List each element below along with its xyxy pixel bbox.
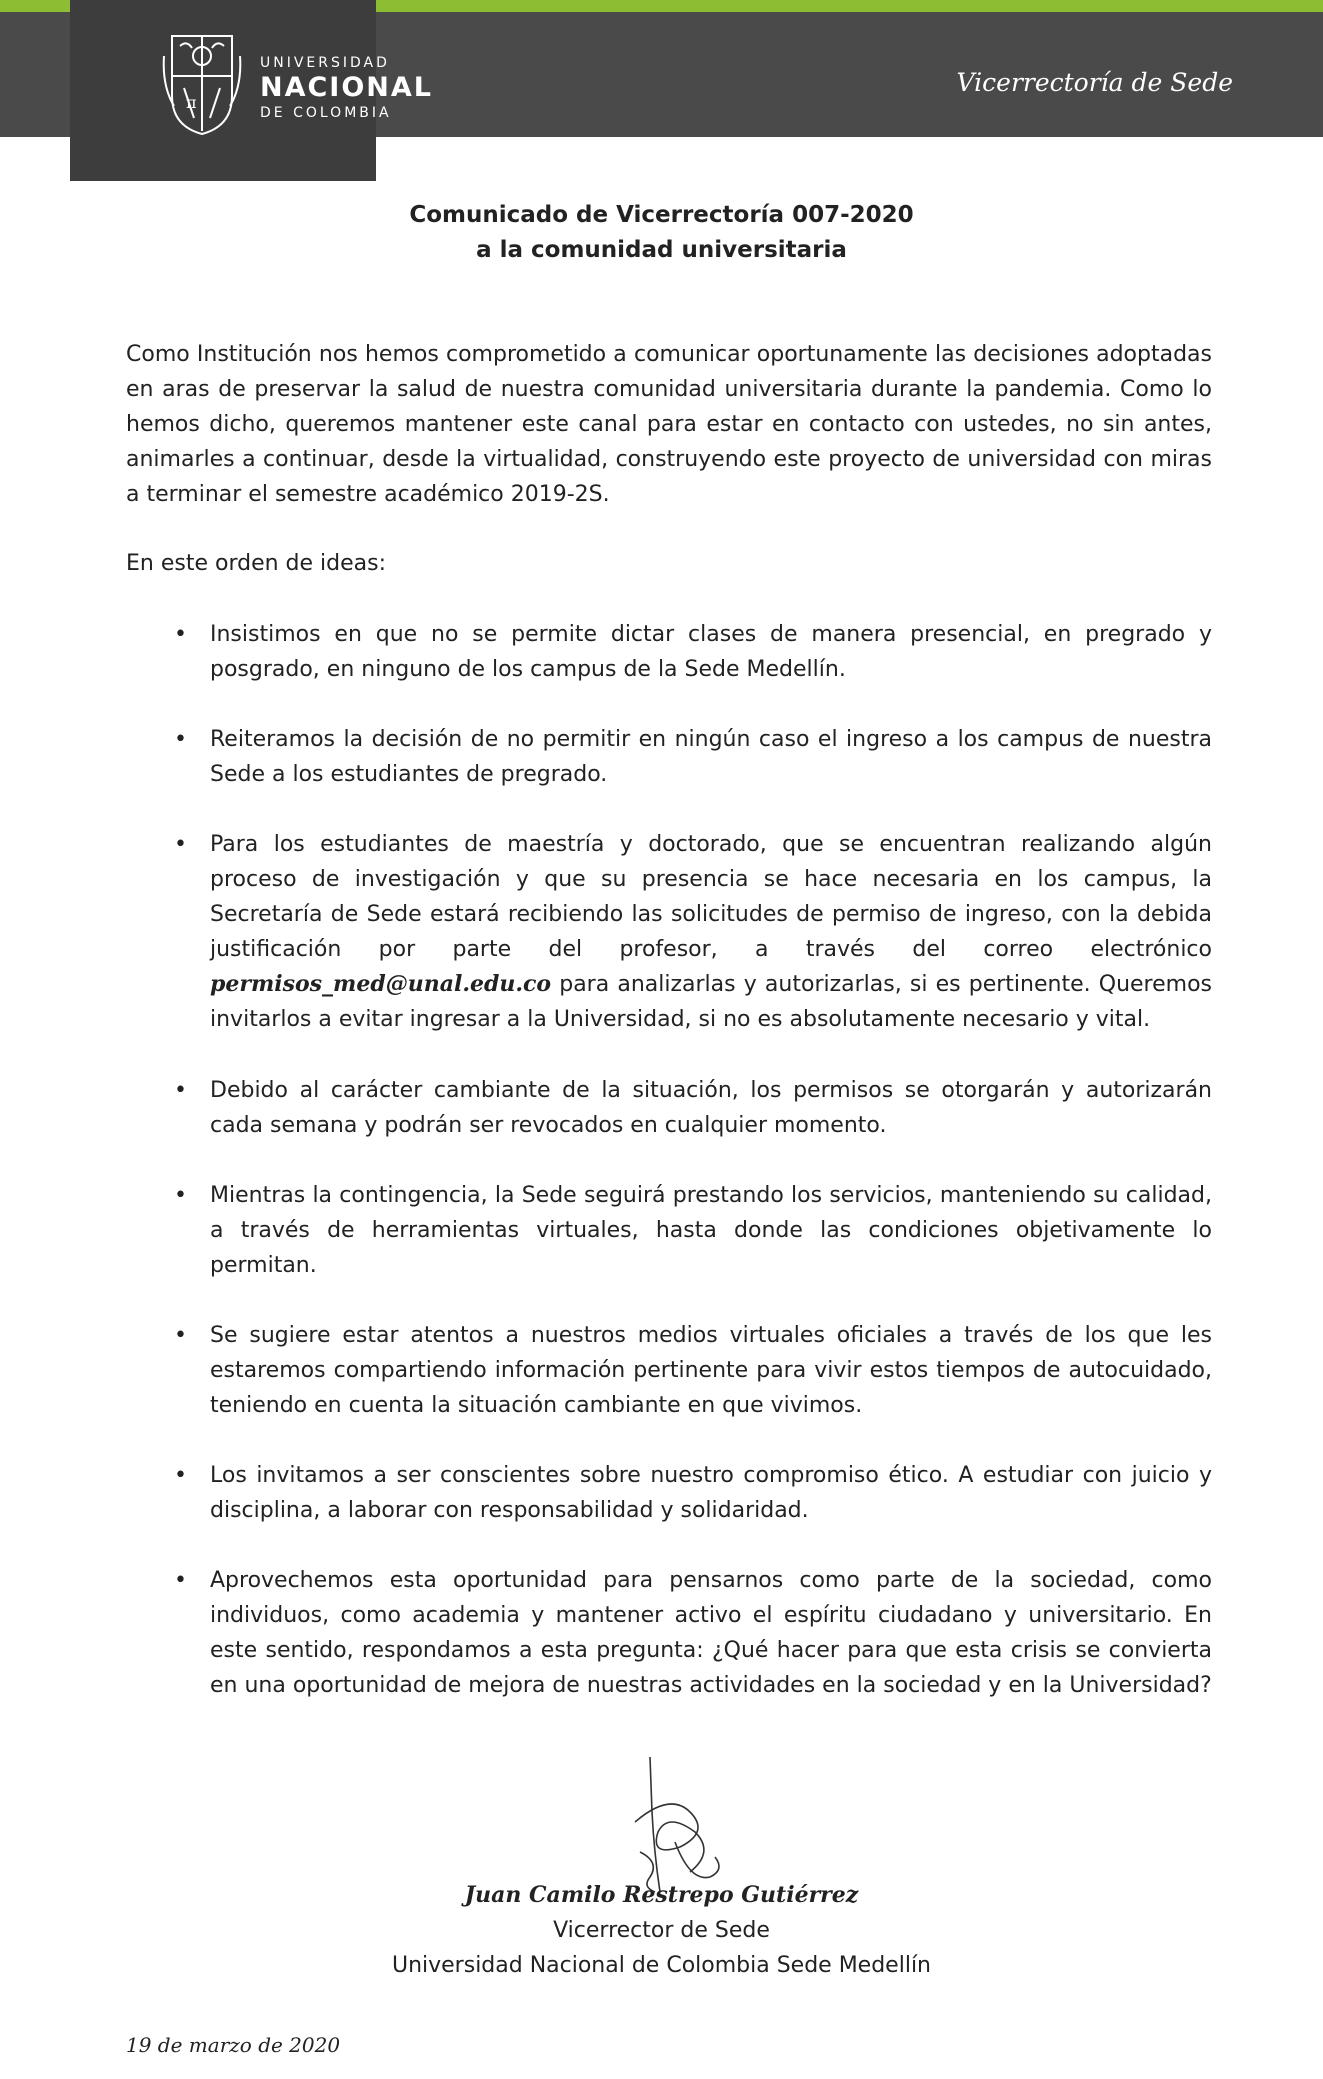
permissions-email-link[interactable]: permisos_med@unal.edu.co [210, 971, 552, 997]
university-name-main: NACIONAL [260, 72, 434, 103]
list-item: • Insistimos en que no se permite dictar clases de manera presencial, en pregrado y posgrado, en ninguno de los campus de la Sede Medellín. [126, 617, 1212, 722]
list-item-text: para analizarlas y autorizarlas, si es pertinente. Queremos invitarlos a evitar ingresar a la Universidad, si no es absolutamente necesario y vital. [210, 972, 1212, 1032]
office-name: Vicerrectoría de Sede [956, 68, 1233, 97]
document-title [0, 198, 1323, 268]
signer-name: Juan Camilo Restrepo Gutiérrez [464, 1882, 859, 1908]
list-item-text: Para los estudiantes de maestría y doctorado, que se encuentran realizando algún proceso de investigación y que su presencia se hace necesaria en los campus, la Secretaría de Sede estará recibiendo las solicitudes de permiso de ingreso, con la debida justificación por parte del profesor, a través del correo electrónico [210, 832, 1212, 962]
list-item [126, 827, 1212, 1073]
list-item: • Debido al carácter cambiante de la situación, los permisos se otorgarán y autorizarán cada semana y podrán ser revocados en cualquier momento. [126, 1073, 1212, 1178]
university-name-top: UNIVERSIDAD [260, 55, 390, 71]
university-shield-icon [162, 26, 242, 140]
intro-paragraph: Como Institución nos hemos comprometido a comunicar oportunamente las decisiones adoptadas en aras de preservar la salud de nuestra comunidad universitaria durante la pandemia. Como lo hemos dicho, queremos mantener este canal para estar en contacto con ustedes, no sin antes, animarles a continuar, desde la virtualidad, construyendo este proyecto de universidad con miras a terminar el semestre académico 2019-2S. [126, 342, 1212, 507]
list-item: • Mientras la contingencia, la Sede seguirá prestando los servicios, manteniendo su calidad, a través de herramientas virtuales, hasta donde las condiciones objetivamente lo permitan. [126, 1178, 1212, 1318]
title-line-2: a la comunidad universitaria [476, 237, 847, 263]
lead-in-paragraph: En este orden de ideas: [126, 551, 387, 576]
list-item: • Aprovechemos esta oportunidad para pensarnos como parte de la sociedad, como individuos, como academia y mantener activo el espíritu ciudadano y universitario. En este sentido, respondamos a esta pregunta: ¿Qué hacer para que esta crisis se convierta en una oportunidad de mejora de nuestras actividades en la sociedad y en la Universidad? [126, 1563, 1212, 1738]
list-item: • Reiteramos la decisión de no permitir en ningún caso el ingreso a los campus de nuestra Sede a los estudiantes de pregrado. [126, 722, 1212, 827]
title-line-1: Comunicado de Vicerrectoría 007-2020 [409, 202, 914, 228]
list-item: • Se sugiere estar atentos a nuestros medios virtuales oficiales a través de los que les estaremos compartiendo información pertinente para vivir estos tiempos de autocuidado, teniendo en cuenta la situación cambiante en que vivimos. [126, 1318, 1212, 1458]
announcement-list [126, 617, 1212, 1738]
university-logo [70, 0, 434, 181]
document-date: 19 de marzo de 2020 [126, 2033, 341, 2057]
list-item: • Los invitamos a ser conscientes sobre nuestro compromiso ético. A estudiar con juicio y disciplina, a laborar con responsabilidad y solidaridad. [126, 1458, 1212, 1563]
svg-text:π: π [186, 93, 197, 112]
university-name-bottom: DE COLOMBIA [260, 105, 392, 121]
signer-organization: Universidad Nacional de Colombia Sede Medellín [391, 1953, 932, 1978]
signer-role: Vicerrector de Sede [553, 1918, 770, 1943]
